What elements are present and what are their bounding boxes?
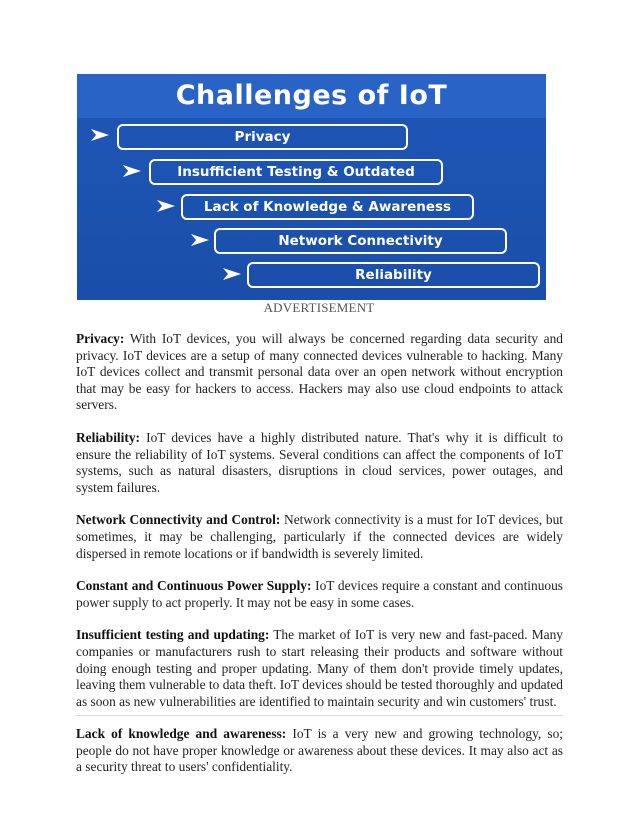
step-reliability [247,262,540,288]
step-privacy [117,124,408,150]
paragraph-text: IoT is a very new and growing technology, so; people do not have proper knowledge or awareness about these devices. It may also act as a security threat to users' confidentiality. [76,726,563,775]
paragraph-knowledge [76,726,563,776]
paragraph-heading: Constant and Continuous Power Supply: [76,578,312,594]
paragraph-testing [76,627,563,710]
arrow-icon [191,234,209,246]
paragraph-text: The market of IoT is very new and fast-paced. Many companies or manufacturers rush to start releasing their products and software without doing enough testing and proper updating. Many of them don't provide timely updates, leaving them vulnerable to data theft. IoT devices should be tested thoroughly and updated as soon as new vulnerabilities are identified to maintain security and win customers' trust. [76,627,563,709]
step-insufficient-testing [149,159,443,185]
step-label: Network Connectivity [278,233,443,249]
step-label: Privacy [234,129,291,145]
arrow-icon [91,129,109,141]
paragraph-power [76,578,563,611]
advertisement-label: ADVERTISEMENT [263,300,375,315]
paragraph-text: With IoT devices, you will always be concerned regarding data security and privacy. IoT devices are a setup of many connected devices vulnerable to hacking. Many IoT devices collect and transmit personal data over an open network without encryption that may be easy for hackers to access. Hackers may also use cloud endpoints to attack servers. [76,331,563,413]
step-label: Lack of Knowledge & Awareness [203,199,452,215]
step-label: Reliability [355,267,432,283]
paragraph-privacy [76,331,563,414]
arrow-icon [157,200,175,212]
paragraph-heading: Reliability: [76,429,140,445]
step-lack-of-knowledge [181,194,474,220]
arrow-icon [123,165,141,177]
challenges-banner [77,74,546,300]
paragraph-reliability [76,430,563,496]
article-body [76,331,563,792]
paragraph-text: IoT devices have a highly distributed nature. That's why it is difficult to ensure the reliability of IoT systems. Several conditions can affect the components of IoT systems, such as natural disasters, disruptions in cloud services, power outages, and system failures. [76,429,563,495]
paragraph-text: Network connectivity is a must for IoT devices, but sometimes, it may be challenging, particularly if the connected devices are widely dispersed in remote locations or if bandwidth is severely limited. [76,512,563,561]
paragraph-heading: Insufficient testing and updating: [76,627,270,643]
paragraph-text: IoT devices require a constant and continuous power supply to act properly. It may not be easy in some cases. [76,578,563,610]
paragraph-heading: Lack of knowledge and awareness: [76,726,287,742]
divider [76,715,563,716]
paragraph-network [76,512,563,562]
paragraph-heading: Privacy: [76,331,125,346]
arrow-icon [223,268,241,280]
paragraph-heading: Network Connectivity and Control: [76,512,281,528]
step-network-connectivity [214,228,507,254]
step-label: Insufficient Testing & Outdated [177,164,415,180]
banner-title: Challenges of IoT [175,80,448,111]
